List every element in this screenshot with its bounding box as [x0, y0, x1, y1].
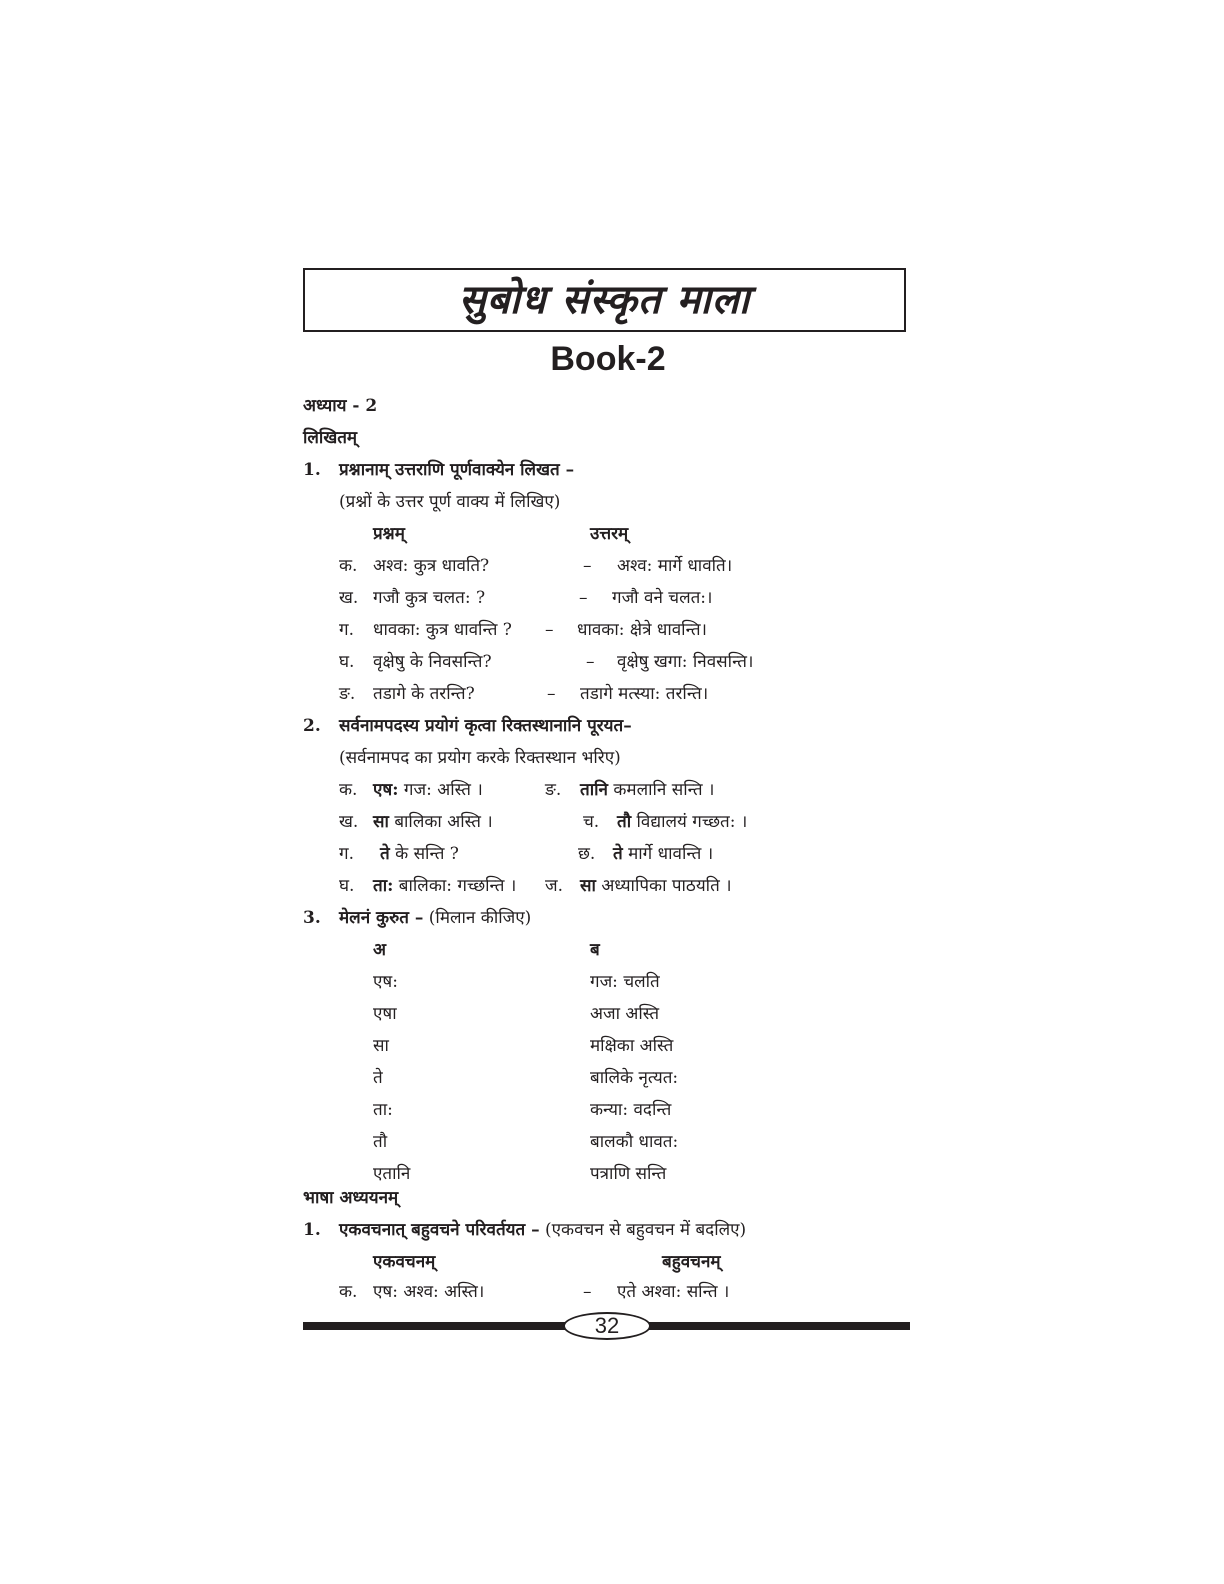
q1-row-question: धावका: कुत्र धावन्ति ?	[373, 620, 512, 640]
section-bhasha: भाषा अध्ययनम्	[303, 1188, 399, 1208]
q1-row-question: वृक्षेषु के निवसन्ति?	[373, 652, 492, 672]
q2-sentence: मार्गे धावन्ति ।	[628, 844, 714, 864]
book-label: Book-2	[550, 340, 666, 378]
q2-row-letter: घ.	[339, 876, 355, 896]
section-likhitam: लिखितम्	[303, 428, 358, 448]
q2-answer-pronoun: तौ	[617, 812, 632, 832]
q1-row-letter: घ.	[339, 652, 355, 672]
q1-row-dash: –	[545, 620, 554, 640]
q3-number: 3.	[303, 908, 321, 928]
q1-row-letter: ख.	[339, 588, 359, 608]
q1-row-letter: क.	[339, 556, 358, 576]
q3-item-a: सा	[373, 1036, 389, 1056]
q2-answer-pronoun: सा	[373, 812, 389, 832]
q2-answer-pronoun: ते	[613, 844, 623, 864]
q2-row-letter: ज.	[545, 876, 564, 896]
q3-item-a: एषा	[373, 1004, 397, 1024]
q3-heading: मेलनं कुरुत –	[339, 908, 424, 928]
bhasha-row-plural: एते अश्वा: सन्ति ।	[617, 1282, 730, 1302]
q2-sentence: विद्यालयं गच्छत: ।	[636, 812, 748, 832]
q2-sentence: कमलानि सन्ति ।	[613, 780, 715, 800]
q2-answer-pronoun: एष:	[373, 780, 399, 800]
q1-row-answer: अश्व: मार्गे धावति।	[617, 556, 733, 576]
q3-item-b: अजा अस्ति	[590, 1004, 660, 1024]
q2-sentence: अध्यापिका पाठयति ।	[601, 876, 732, 896]
q2-row-letter: ङ.	[545, 780, 562, 800]
q1-row-question: गजौ कुत्र चलत: ?	[373, 588, 486, 608]
q1-row-letter: ग.	[339, 620, 354, 640]
q3-hindi: (मिलान कीजिए)	[428, 908, 532, 928]
page-number: 32	[563, 1312, 651, 1340]
q1-row-answer: गजौ वने चलत:।	[612, 588, 713, 608]
q2-row-letter: छ.	[578, 844, 596, 864]
q1-row-dash: –	[547, 684, 556, 704]
q2-number: 2.	[303, 716, 321, 736]
footer-rule-left	[303, 1322, 565, 1330]
q2-row-letter: च.	[583, 812, 600, 832]
q1-number: 1.	[303, 460, 321, 480]
q1-row-question: तडागे के तरन्ति?	[373, 684, 475, 704]
q3-item-a: ते	[373, 1068, 383, 1088]
q3-item-b: मक्षिका अस्ति	[590, 1036, 674, 1056]
q3-item-b: बालिके नृत्यत:	[590, 1068, 679, 1088]
title-box	[303, 268, 906, 332]
bhasha-q1-number: 1.	[303, 1220, 321, 1240]
q2-heading: सर्वनामपदस्य प्रयोगं कृत्वा रिक्तस्थानानि पूरयत–	[339, 716, 632, 736]
q1-row-answer: धावका: क्षेत्रे धावन्ति।	[577, 620, 707, 640]
bhasha-row-letter: क.	[339, 1282, 358, 1302]
q1-heading: प्रश्नानाम् उत्तराणि पूर्णवाक्येन लिखत –	[339, 460, 575, 480]
q1-row-dash: –	[579, 588, 588, 608]
bhasha-q1-hindi: (एकवचन से बहुवचन में बदलिए)	[545, 1220, 747, 1240]
q3-item-b: बालकौ धावत:	[590, 1132, 679, 1152]
q3-col-b: ब	[590, 940, 600, 960]
q2-sentence: बालिका: गच्छन्ति ।	[398, 876, 517, 896]
q1-row-dash: –	[586, 652, 595, 672]
q1-row-dash: –	[583, 556, 592, 576]
q2-row-letter: ग.	[339, 844, 354, 864]
bhasha-row-singular: एष: अश्व: अस्ति।	[373, 1282, 485, 1302]
q1-row-letter: ङ.	[339, 684, 356, 704]
bhasha-row-dash: –	[583, 1282, 592, 1302]
q1-row-answer: वृक्षेषु खगा: निवसन्ति।	[617, 652, 754, 672]
q3-col-a: अ	[373, 940, 386, 960]
q1-col-answer: उत्तरम्	[590, 524, 629, 544]
q2-sentence: के सन्ति ?	[395, 844, 459, 864]
q2-row-letter: ख.	[339, 812, 359, 832]
q3-item-a: एतानि	[373, 1164, 411, 1184]
q2-answer-pronoun: ता:	[373, 876, 394, 896]
q3-item-b: गज: चलति	[590, 972, 660, 992]
bhasha-q1-heading: एकवचनात् बहुवचने परिवर्तयत –	[339, 1220, 540, 1240]
q2-sentence: गज: अस्ति ।	[403, 780, 483, 800]
q2-hindi: (सर्वनामपद का प्रयोग करके रिक्तस्थान भरिए)	[339, 748, 621, 768]
book-series-title: सुबोध संस्कृत माला	[458, 276, 751, 323]
q2-answer-pronoun: तानि	[580, 780, 608, 800]
q3-item-b: कन्या: वदन्ति	[590, 1100, 672, 1120]
q1-row-answer: तडागे मत्स्या: तरन्ति।	[580, 684, 709, 704]
q3-item-a: तौ	[373, 1132, 388, 1152]
q3-item-a: ता:	[373, 1100, 393, 1120]
q1-col-question: प्रश्नम्	[373, 524, 405, 544]
chapter-heading: अध्याय - 2	[303, 396, 378, 416]
q3-item-a: एष:	[373, 972, 398, 992]
q2-answer-pronoun: ते	[380, 844, 390, 864]
q1-hindi: (प्रश्नों के उत्तर पूर्ण वाक्य में लिखिए)	[339, 492, 561, 512]
bhasha-col-plural: बहुवचनम्	[662, 1252, 721, 1272]
footer-rule-right	[648, 1322, 910, 1330]
q2-row-letter: क.	[339, 780, 358, 800]
q1-row-question: अश्व: कुत्र धावति?	[373, 556, 490, 576]
q3-item-b: पत्राणि सन्ति	[590, 1164, 667, 1184]
bhasha-col-singular: एकवचनम्	[373, 1252, 436, 1272]
q2-sentence: बालिका अस्ति ।	[394, 812, 493, 832]
q2-answer-pronoun: सा	[580, 876, 596, 896]
